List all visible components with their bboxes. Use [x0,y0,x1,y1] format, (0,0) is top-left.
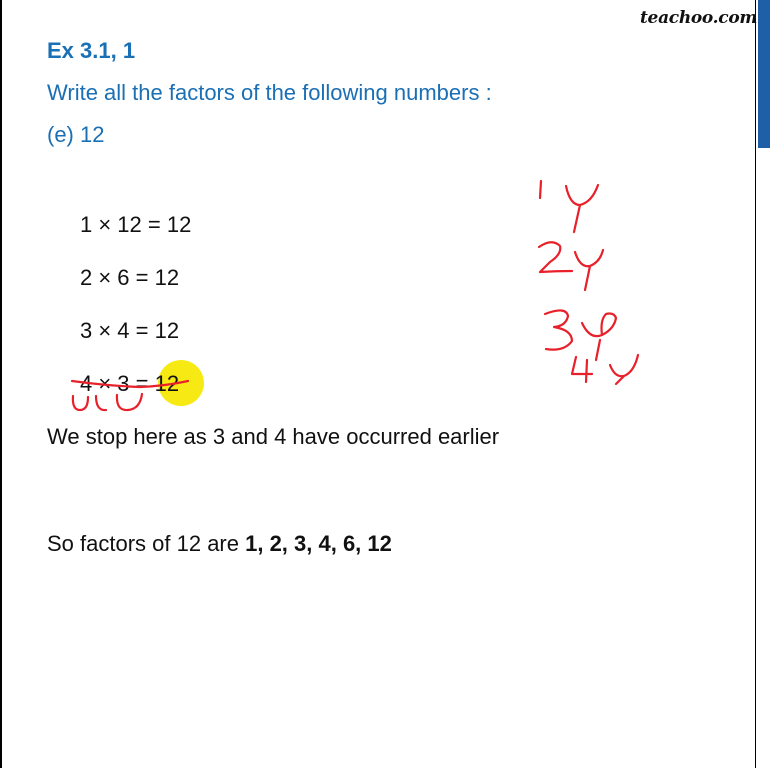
question-text: Write all the factors of the following numbers : [47,80,492,105]
equation-2: 2 × 6 = 12 [80,265,180,290]
margin-tick-2 [575,250,603,290]
margin-digit-4 [572,357,592,382]
scrollbar[interactable] [755,0,770,768]
margin-tick-1 [566,185,598,232]
conclusion-prefix: So factors of 12 are [47,531,246,556]
exercise-heading: Ex 3.1, 1 [47,38,136,63]
conclusion-answer: 1, 2, 3, 4, 6, 12 [245,531,392,556]
underline-squiggle-1 [73,396,88,410]
teachoo-logo: teachoo.com [640,8,758,28]
margin-tick-4 [610,355,638,384]
equation-1: 1 × 12 = 12 [80,212,192,237]
question-part: (e) 12 [47,122,105,147]
equation-3: 3 × 4 = 12 [80,318,180,343]
equation-4: 4 × 3 = 12 [80,371,180,396]
margin-tick-3 [582,314,616,361]
left-border [0,0,2,768]
conclusion [47,531,392,557]
margin-digit-3 [545,310,572,349]
underline-squiggle-2 [96,396,106,410]
stop-note: We stop here as 3 and 4 have occurred earlier [47,424,500,449]
margin-digit-1 [540,181,541,198]
margin-digit-2 [539,242,572,272]
scroll-thumb[interactable] [758,0,770,148]
